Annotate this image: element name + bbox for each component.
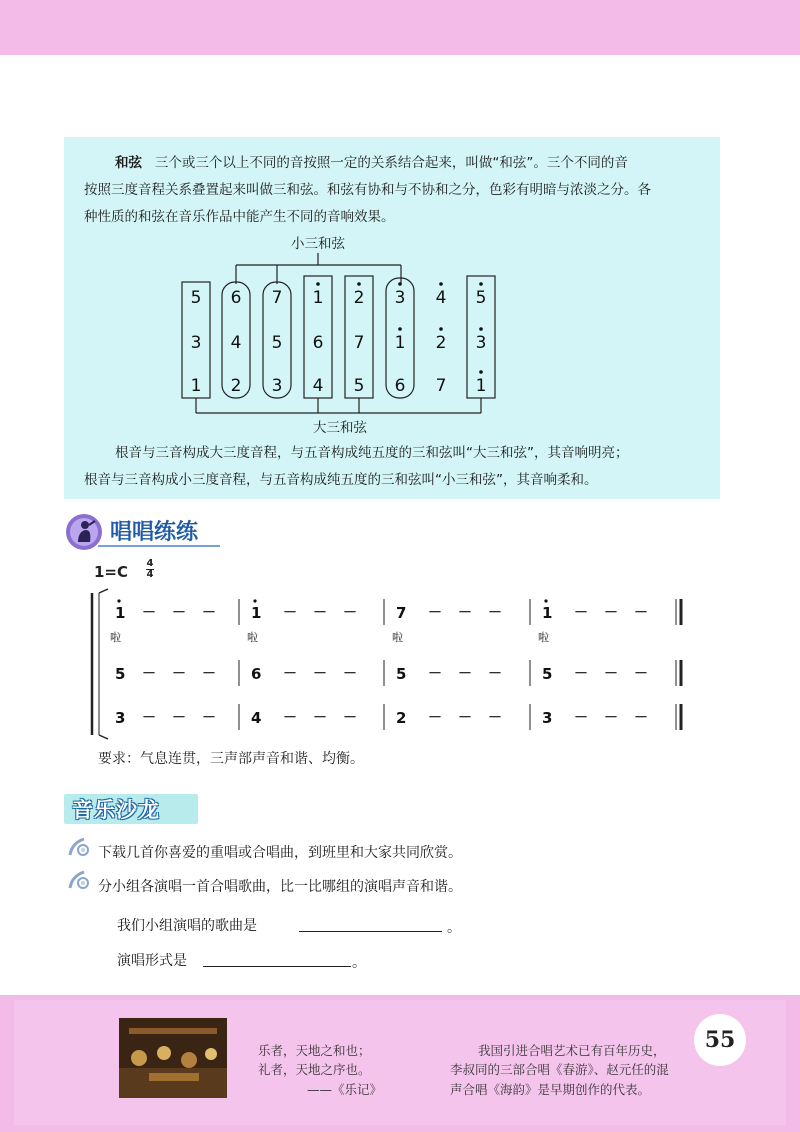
horn-icon bbox=[66, 835, 90, 859]
c4-bot: 4 bbox=[312, 376, 324, 396]
lyric-2: 啦 bbox=[247, 631, 258, 644]
fill-form-label: 演唱形式是 bbox=[117, 953, 187, 969]
c7-mid: 2 bbox=[435, 333, 447, 353]
c2-bot: 2 bbox=[230, 376, 242, 396]
svg-text:－: － bbox=[142, 710, 156, 726]
time-top: 4 bbox=[146, 558, 154, 569]
form-answer-line[interactable] bbox=[203, 966, 351, 967]
svg-text:－: － bbox=[283, 666, 297, 682]
svg-text:－: － bbox=[313, 710, 327, 726]
fill-form-period: 。 bbox=[352, 955, 366, 971]
c4-mid: 6 bbox=[312, 333, 324, 353]
major-triad-bracket bbox=[196, 398, 481, 413]
lyric-3: 啦 bbox=[392, 631, 403, 644]
svg-text:－: － bbox=[604, 666, 618, 682]
v3-note-2: 4 bbox=[251, 709, 262, 727]
minor-triad-label: 小三和弦 bbox=[291, 236, 345, 252]
key-signature: 1=C bbox=[94, 563, 129, 581]
explain-minor: 根音与三音构成小三度音程，与五音构成纯五度的三和弦叫“小三和弦”，其音响柔和。 bbox=[84, 472, 598, 488]
chord-term: 和弦 bbox=[115, 155, 142, 171]
v2-note-3: 5 bbox=[396, 665, 407, 683]
svg-text:－: － bbox=[202, 605, 216, 621]
c5-mid: 7 bbox=[353, 333, 365, 353]
fill-song-label: 我们小组演唱的歌曲是 bbox=[117, 918, 257, 934]
lyric-1: 啦 bbox=[110, 631, 121, 644]
svg-text:－: － bbox=[142, 666, 156, 682]
svg-text:－: － bbox=[172, 710, 186, 726]
note-line-3: 声合唱《海韵》是早期创作的代表。 bbox=[450, 1082, 651, 1097]
svg-text:－: － bbox=[574, 605, 588, 621]
svg-text:－: － bbox=[458, 605, 472, 621]
v1-note-2: 1 bbox=[251, 604, 262, 622]
page-number: 55 bbox=[694, 1014, 746, 1066]
c8-mid: 3 bbox=[475, 333, 487, 353]
practice-title-underline bbox=[98, 545, 220, 547]
c3-top: 7 bbox=[271, 288, 283, 308]
c1-mid: 3 bbox=[190, 333, 202, 353]
c7-bot: 7 bbox=[435, 376, 447, 396]
svg-text:－: － bbox=[428, 710, 442, 726]
c6-mid: 1 bbox=[394, 333, 406, 353]
time-bottom: 4 bbox=[146, 569, 154, 580]
svg-text:－: － bbox=[142, 605, 156, 621]
c4-top: 1 bbox=[312, 288, 324, 308]
svg-text:－: － bbox=[313, 605, 327, 621]
svg-text:－: － bbox=[634, 605, 648, 621]
c8-bot: 1 bbox=[475, 376, 487, 396]
c3-bot: 3 bbox=[271, 376, 283, 396]
quote-line-2: 礼者，天地之序也。 bbox=[258, 1062, 371, 1077]
singing-requirement: 要求：气息连贯，三声部声音和谐、均衡。 bbox=[98, 751, 364, 767]
svg-text:－: － bbox=[488, 605, 502, 621]
time-signature bbox=[146, 559, 154, 580]
salon-title: 音乐沙龙 bbox=[72, 797, 160, 822]
lyric-4: 啦 bbox=[538, 631, 549, 644]
svg-text:－: － bbox=[488, 710, 502, 726]
fill-song-period: 。 bbox=[447, 920, 461, 936]
v2-note-1: 5 bbox=[115, 665, 126, 683]
v1-note-1: 1 bbox=[115, 604, 126, 622]
three-part-score bbox=[0, 585, 800, 745]
quote-line-1: 乐者，天地之和也； bbox=[258, 1043, 371, 1058]
svg-text:－: － bbox=[343, 710, 357, 726]
c8-top: 5 bbox=[475, 288, 487, 308]
note-line-1: 我国引进合唱艺术已有百年历史， bbox=[478, 1043, 666, 1058]
v2-note-4: 5 bbox=[542, 665, 553, 683]
c6-bot: 6 bbox=[394, 376, 406, 396]
ancient-music-painting bbox=[119, 1018, 227, 1098]
svg-text:－: － bbox=[343, 605, 357, 621]
svg-text:－: － bbox=[343, 666, 357, 682]
svg-text:－: － bbox=[634, 666, 648, 682]
svg-text:－: － bbox=[574, 710, 588, 726]
svg-text:－: － bbox=[172, 666, 186, 682]
svg-text:－: － bbox=[172, 605, 186, 621]
salon-task-1: 下载几首你喜爱的重唱或合唱曲，到班里和大家共同欣赏。 bbox=[98, 845, 462, 861]
horn-icon bbox=[66, 868, 90, 892]
c2-top: 6 bbox=[230, 288, 242, 308]
v1-note-3: 7 bbox=[396, 604, 407, 622]
svg-text:－: － bbox=[458, 710, 472, 726]
c7-top: 4 bbox=[435, 288, 447, 308]
svg-text:－: － bbox=[574, 666, 588, 682]
c5-bot: 5 bbox=[353, 376, 365, 396]
svg-text:－: － bbox=[202, 666, 216, 682]
practice-title: 唱唱练练 bbox=[110, 519, 199, 545]
svg-text:－: － bbox=[604, 605, 618, 621]
c1-top: 5 bbox=[190, 288, 202, 308]
svg-text:－: － bbox=[488, 666, 502, 682]
svg-text:－: － bbox=[428, 666, 442, 682]
song-answer-line[interactable] bbox=[299, 931, 442, 932]
c3-mid: 5 bbox=[271, 333, 283, 353]
v3-note-3: 2 bbox=[396, 709, 407, 727]
svg-text:－: － bbox=[202, 710, 216, 726]
svg-text:－: － bbox=[458, 666, 472, 682]
svg-text:－: － bbox=[313, 666, 327, 682]
c5-top: 2 bbox=[353, 288, 365, 308]
chord-definition-line3: 种性质的和弦在音乐作品中能产生不同的音响效果。 bbox=[84, 209, 395, 225]
chord-definition-line1: 和弦 三个或三个以上不同的音按照一定的关系结合起来，叫做“和弦”。三个不同的音 bbox=[115, 155, 628, 171]
minor-triad-bracket bbox=[236, 253, 401, 284]
note-line-2: 李叔同的三部合唱《春游》、赵元任的混 bbox=[450, 1062, 669, 1077]
triad-diagram bbox=[0, 0, 800, 500]
c6-top: 3 bbox=[394, 288, 406, 308]
svg-text:－: － bbox=[283, 710, 297, 726]
c1-bot: 1 bbox=[190, 376, 202, 396]
svg-text:－: － bbox=[604, 710, 618, 726]
explain-major: 根音与三音构成大三度音程，与五音构成纯五度的三和弦叫“大三和弦”，其音响明亮； bbox=[115, 445, 629, 461]
svg-text:－: － bbox=[634, 710, 648, 726]
svg-text:－: － bbox=[428, 605, 442, 621]
salon-task-2: 分小组各演唱一首合唱歌曲，比一比哪组的演唱声音和谐。 bbox=[98, 879, 462, 895]
quote-source: ——《乐记》 bbox=[307, 1082, 383, 1097]
v2-note-2: 6 bbox=[251, 665, 262, 683]
v1-note-4: 1 bbox=[542, 604, 553, 622]
chord-definition-line2: 按照三度音程关系叠置起来叫做三和弦。和弦有协和与不协和之分，色彩有明暗与浓淡之分。各 bbox=[84, 182, 651, 198]
major-triad-label: 大三和弦 bbox=[313, 420, 367, 436]
c2-mid: 4 bbox=[230, 333, 242, 353]
v3-note-4: 3 bbox=[542, 709, 553, 727]
svg-text:－: － bbox=[283, 605, 297, 621]
v3-note-1: 3 bbox=[115, 709, 126, 727]
